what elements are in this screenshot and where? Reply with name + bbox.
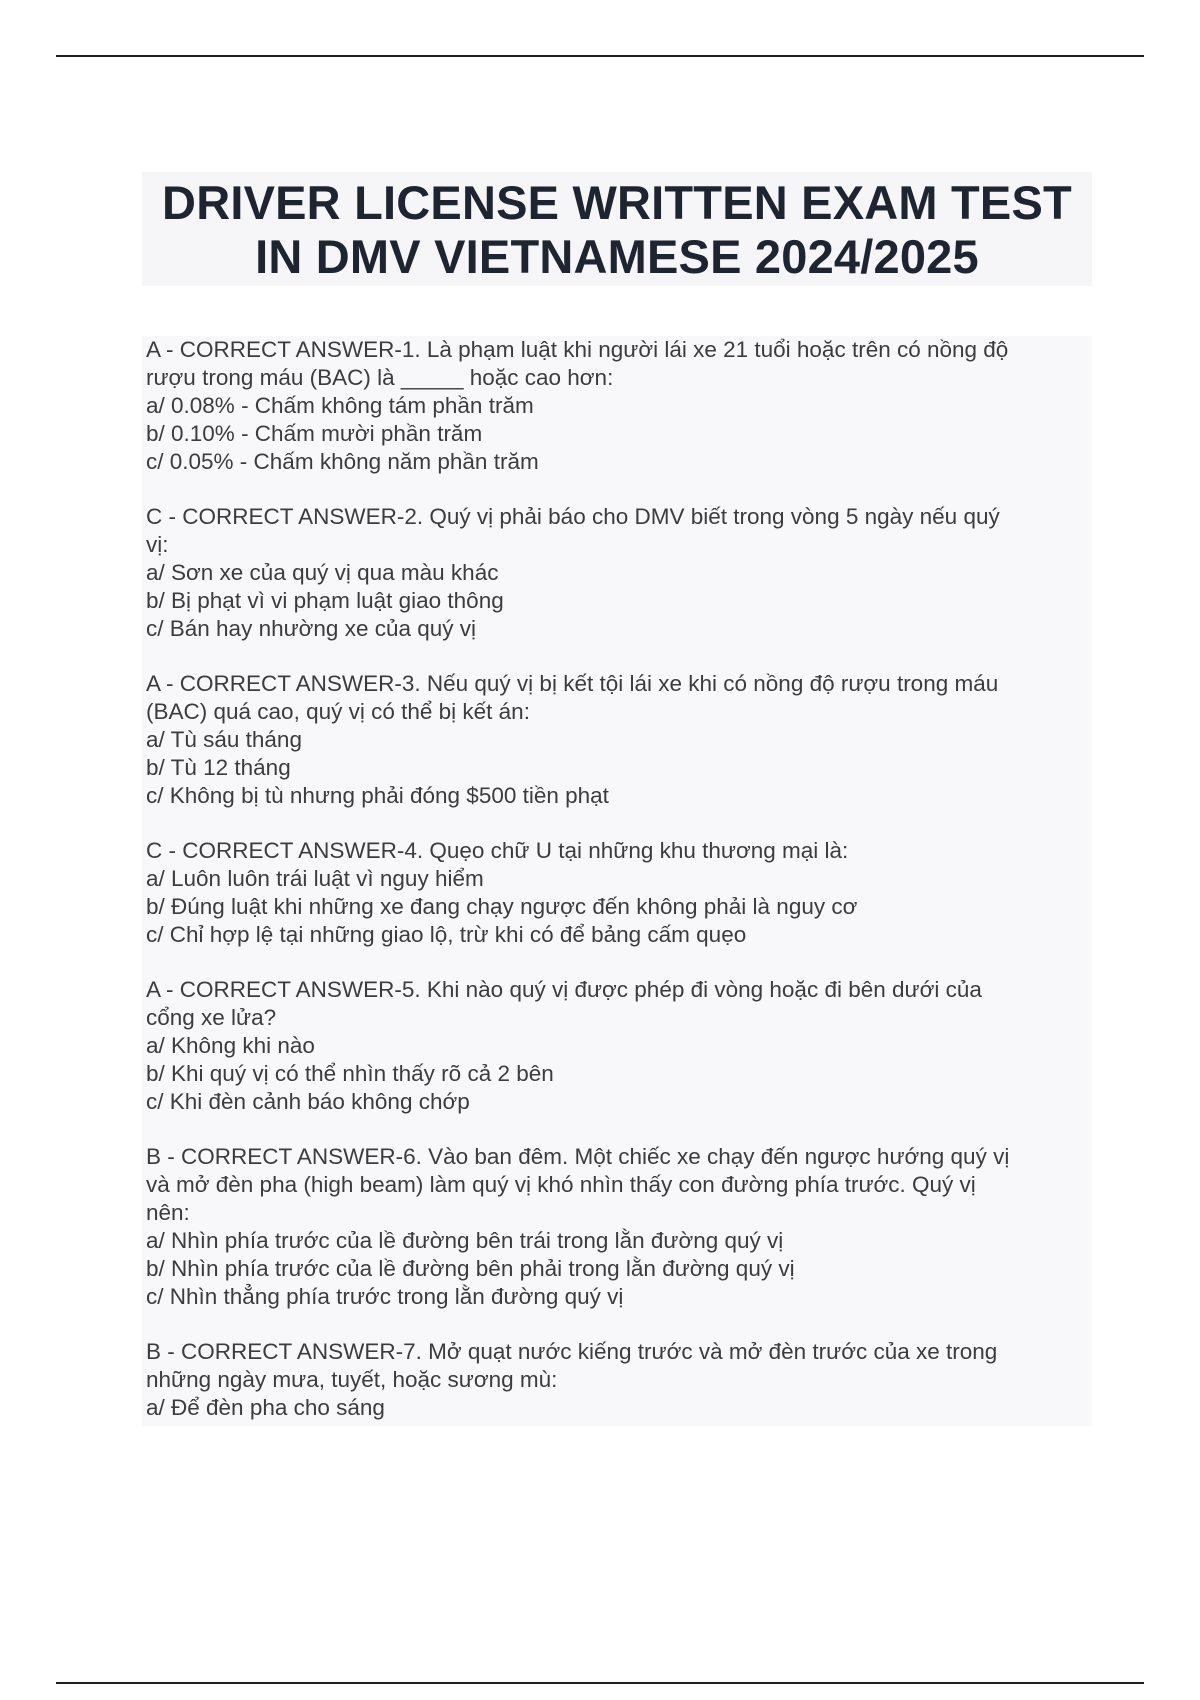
answer-option: c/ Chỉ hợp lệ tại những giao lộ, trừ khi có để bảng cấm quẹo — [146, 922, 747, 947]
answer-option: b/ 0.10% - Chấm mười phần trăm — [146, 421, 483, 446]
answer-option: b/ Bị phạt vì vi phạm luật giao thông — [146, 588, 504, 613]
bottom-rule — [56, 1682, 1144, 1684]
title-block — [142, 172, 1092, 286]
answer-option: c/ Bán hay nhường xe của quý vị — [146, 616, 477, 641]
answer-option: c/ 0.05% - Chấm không năm phần trăm — [146, 449, 539, 474]
answer-option: a/ 0.08% - Chấm không tám phần trăm — [146, 393, 534, 418]
question-text-line: cổng xe lửa? — [146, 1005, 277, 1030]
question-text-line: B - CORRECT ANSWER-6. Vào ban đêm. Một chiếc xe chạy đến ngược hướng quý vị — [146, 1144, 1010, 1169]
question-text-line: (BAC) quá cao, quý vị có thể bị kết án: — [146, 699, 530, 724]
answer-option: b/ Tù 12 tháng — [146, 755, 291, 780]
question-text-line: vị: — [146, 532, 169, 557]
question-3 — [146, 670, 1092, 810]
answer-option: a/ Để đèn pha cho sáng — [146, 1395, 385, 1420]
question-text-line: nên: — [146, 1200, 190, 1225]
answer-option: a/ Nhìn phía trước của lề đường bên trái trong lằn đường quý vị — [146, 1228, 784, 1253]
question-text-line: C - CORRECT ANSWER-2. Quý vị phải báo cho DMV biết trong vòng 5 ngày nếu quý — [146, 504, 1000, 529]
top-rule — [56, 55, 1144, 57]
answer-option: c/ Nhìn thẳng phía trước trong lằn đường quý vị — [146, 1284, 624, 1309]
question-text-line: A - CORRECT ANSWER-1. Là phạm luật khi người lái xe 21 tuổi hoặc trên có nồng độ — [146, 337, 1009, 362]
answer-option: b/ Đúng luật khi những xe đang chạy ngược đến không phải là nguy cơ — [146, 894, 858, 919]
title-line-2: IN DMV VIETNAMESE 2024/2025 — [255, 230, 979, 283]
answer-option: c/ Khi đèn cảnh báo không chớp — [146, 1089, 470, 1114]
answer-option: b/ Nhìn phía trước của lề đường bên phải trong lằn đường quý vị — [146, 1256, 795, 1281]
questions-list — [142, 336, 1092, 1426]
question-2 — [146, 503, 1092, 643]
answer-option: a/ Sơn xe của quý vị qua màu khác — [146, 560, 499, 585]
question-text-line: A - CORRECT ANSWER-3. Nếu quý vị bị kết tội lái xe khi có nồng độ rượu trong máu — [146, 671, 999, 696]
answer-option: b/ Khi quý vị có thể nhìn thấy rõ cả 2 bên — [146, 1061, 554, 1086]
answer-option: a/ Tù sáu tháng — [146, 727, 302, 752]
question-text-line: C - CORRECT ANSWER-4. Quẹo chữ U tại những khu thương mại là: — [146, 838, 849, 863]
question-text-line: B - CORRECT ANSWER-7. Mở quạt nước kiếng trước và mở đèn trước của xe trong — [146, 1339, 998, 1364]
question-text-line: những ngày mưa, tuyết, hoặc sương mù: — [146, 1367, 558, 1392]
question-text-line: rượu trong máu (BAC) là _____ hoặc cao hơn: — [146, 365, 614, 390]
answer-option: c/ Không bị tù nhưng phải đóng $500 tiền phạt — [146, 783, 609, 808]
question-5 — [146, 976, 1092, 1116]
question-1 — [146, 336, 1092, 476]
question-4 — [146, 837, 1092, 949]
question-6 — [146, 1143, 1092, 1311]
question-text-line: và mở đèn pha (high beam) làm quý vị khó nhìn thấy con đường phía trước. Quý vị — [146, 1172, 976, 1197]
question-7 — [146, 1338, 1092, 1422]
question-text-line: A - CORRECT ANSWER-5. Khi nào quý vị được phép đi vòng hoặc đi bên dưới của — [146, 977, 982, 1002]
document-title — [142, 172, 1092, 284]
title-line-1: DRIVER LICENSE WRITTEN EXAM TEST — [162, 176, 1072, 229]
answer-option: a/ Luôn luôn trái luật vì nguy hiểm — [146, 866, 484, 891]
answer-option: a/ Không khi nào — [146, 1033, 315, 1058]
